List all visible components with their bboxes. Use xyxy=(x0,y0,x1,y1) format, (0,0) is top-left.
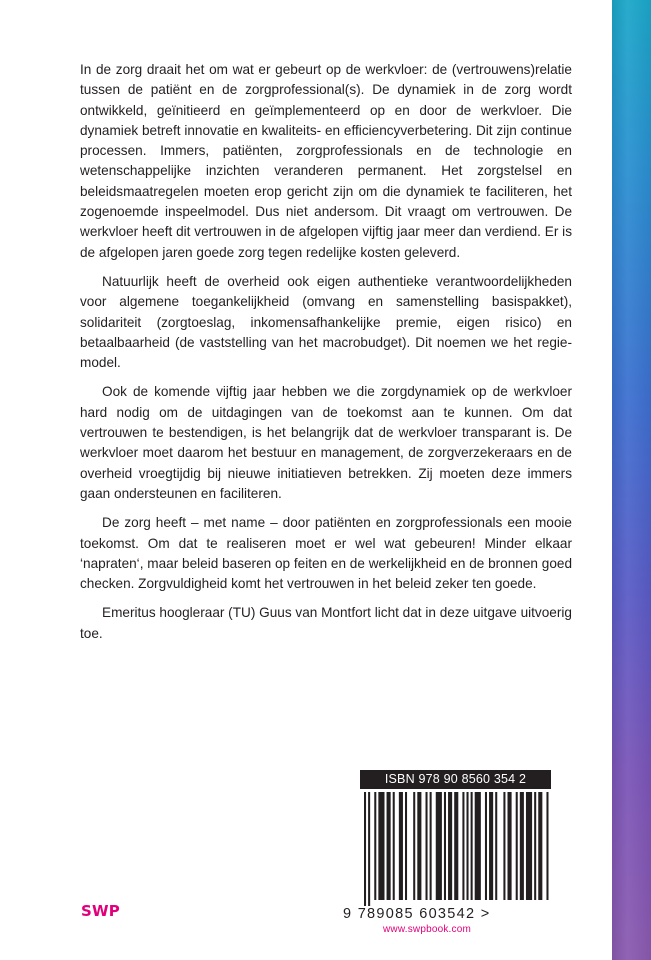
blurb-text xyxy=(80,60,572,653)
barcode-bar xyxy=(526,792,532,900)
barcode-bar xyxy=(448,792,452,900)
barcode-bars xyxy=(360,792,551,906)
barcode-bar xyxy=(364,792,366,906)
barcode-bar xyxy=(495,792,497,900)
barcode-bar xyxy=(405,792,407,900)
barcode-bar xyxy=(546,792,548,900)
publisher-url[interactable]: www.swpbook.com xyxy=(383,924,472,935)
blurb-paragraph-2: Natuurlijk heeft de overheid ook eigen authentieke verantwoordelijkheden voor algemene toegankelijkheid (omvang en samenstelling basispakket), solidariteit (zorgtoeslag, inkomensafhankelijke premie, eigen risico) en betaalbaarheid (de vaststelling van het macrobudget). Dit noemen we het regie-model. xyxy=(80,273,572,371)
ean-digits: 9 789085 603542 > xyxy=(343,906,491,922)
isbn-label: ISBN 978 90 8560 354 2 xyxy=(360,770,551,789)
barcode-bar xyxy=(430,792,432,900)
barcode-bar xyxy=(426,792,428,900)
blurb-paragraph-1: In de zorg draait het om wat er gebeurt op de werkvloer: de (vertrouwens)relatie tussen de patiënt en de zorgprofessional(s). De dynamiek in de zorg wordt ontwikkeld, geïnitieerd en geïmplementeerd op en door de werkvloer. Die dynamiek betreft innovatie en kwaliteits- en efficiencyverbetering. Dit zijn continue processen. Immers, patiënten, zorgprofessionals en de technologie en wetenschappelijke inzichten veranderen permanent. Het zorgstelsel en beleidsmaatregelen moeten erop gericht zijn om die dynamiek te faciliteren, het zogenoemde inspeelmodel. Dus niet andersom. Dit vraagt om vertrouwen. De werkvloer heeft dit vertrouwen in de afgelopen vijftig jaar meer dan verdiend. Er is de afgelopen jaren goede zorg tegen redelijke kosten geleverd. xyxy=(80,62,572,260)
barcode-bar xyxy=(534,792,536,900)
barcode-bar xyxy=(475,792,481,900)
barcode-bar xyxy=(520,792,524,900)
barcode-bar xyxy=(393,792,395,900)
barcode-bar xyxy=(516,792,518,900)
barcode-bar xyxy=(462,792,464,900)
barcode-bar xyxy=(368,792,370,906)
barcode-bar xyxy=(417,792,421,900)
barcode-bar xyxy=(503,792,505,900)
barcode-bar xyxy=(374,792,376,900)
barcode-bar xyxy=(485,792,487,900)
barcode-bar xyxy=(413,792,415,900)
barcode-bar xyxy=(538,792,542,900)
cover-edge-strip xyxy=(612,0,651,960)
blurb-paragraph-4: De zorg heeft – met name – door patiënten en zorgprofessionals een mooie toekomst. Om dat te realiseren moet er wel wat gebeuren! Minder elkaar ‘napraten‘, maar beleid baseren op feiten en de werkelijkheid en de bronnen goed checken. Zorgvuldigheid komt het vertrouwen in het beleid zeker ten goede. xyxy=(80,515,572,592)
barcode-bar xyxy=(489,792,493,900)
barcode-bar xyxy=(436,792,442,900)
barcode-bar xyxy=(444,792,446,900)
barcode xyxy=(360,792,551,906)
barcode-bar xyxy=(399,792,403,900)
blurb-paragraph-5: Emeritus hoogleraar (TU) Guus van Montfort licht dat in deze uitgave uitvoerig toe. xyxy=(80,605,572,641)
barcode-bar xyxy=(471,792,473,900)
barcode-bar xyxy=(508,792,512,900)
barcode-bar xyxy=(454,792,458,900)
publisher-logo: SWP xyxy=(81,902,120,920)
barcode-bar xyxy=(467,792,469,900)
barcode-bar xyxy=(378,792,384,900)
blurb-paragraph-3: Ook de komende vijftig jaar hebben we die zorgdynamiek op de werkvloer hard nodig om de uitdagingen van de toekomst aan te kunnen. Om dat vertrouwen te bestendigen, is het belangrijk dat de werkvloer transparant is. De werkvloer moet daarom het bestuur en management, de zorgverzekeraars en de overheid vroegtijdig bij nieuwe initiatieven betrekken. Zij moeten deze immers gaan ondersteunen en faciliteren. xyxy=(80,384,572,501)
barcode-bar xyxy=(387,792,391,900)
